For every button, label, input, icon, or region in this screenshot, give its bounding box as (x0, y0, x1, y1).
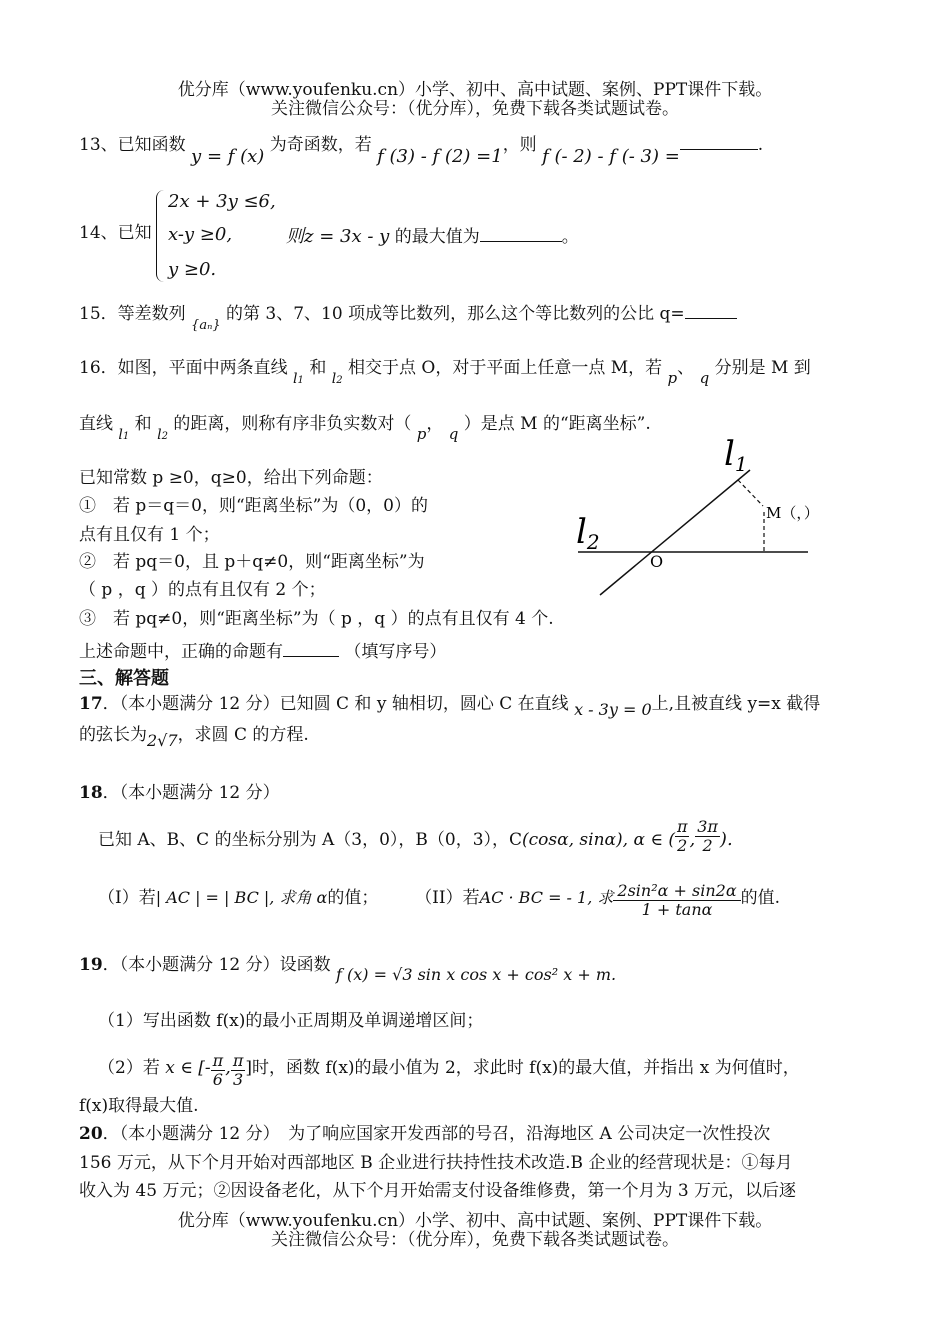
q18-part1-expr: | AC | = | BC |, 求角 α (155, 888, 328, 907)
q17-line-2 (79, 725, 309, 750)
header-line-1: 优分库（www.youfenku.cn）小学、初中、高中试题、案例、PPT课件下载。 (177, 80, 773, 100)
q17-chord-length: 2√7 (147, 731, 178, 750)
line-l1 (600, 470, 750, 595)
q16-and-2: 和 (134, 414, 152, 434)
q18-part2-label: （II）若 (415, 888, 480, 908)
q19-sub-2-label: （2）若 (98, 1058, 160, 1078)
label-l2-sub: 2 (586, 530, 600, 554)
label-l1-letter: l (724, 434, 735, 474)
q19-sub-2: （2）若 x ∈ [- $\frac{\pi}{6}$ , $\frac{\pi}{3}$ ]时，函数 f(x)的最小值为 2，求此时 f(x)的最大值，并指出 x 为何值时， (98, 1051, 800, 1089)
q18-numerator: 2sin²α + sin2α (613, 882, 740, 901)
label-l2-letter: l (576, 512, 587, 552)
q17-line-1 (79, 694, 821, 719)
q14-end: 。 (561, 227, 579, 247)
q16-text-5: 的距离，则称有序非负实数对（ (173, 414, 412, 434)
q16-answer-blank[interactable] (283, 640, 339, 657)
q18-head: ．（本小题满分 12 分） (102, 783, 280, 803)
footer-line-1: 优分库（www.youfenku.cn）小学、初中、高中试题、案例、PPT课件下载。 (177, 1211, 773, 1231)
q16-var-q-b: q (448, 425, 459, 443)
q16-var-l1 (293, 371, 304, 387)
q19-frac-pi-6 (211, 1052, 226, 1089)
q16-l2b-letter: l (157, 427, 162, 443)
label-l1 (724, 434, 748, 476)
q16-var-l1-b (118, 427, 129, 443)
q16-comma: ， (426, 414, 444, 434)
q20-text-1: ．（本小题满分 12 分） 为了响应国家开发西部的号召，沿海地区 A 公司决定一次性投次 (102, 1124, 771, 1144)
q16-text-2: 相交于点 O，对于平面上任意一点 M，若 (347, 358, 663, 378)
q17-text-4: ，求圆 C 的方程. (177, 725, 309, 745)
q13-target: f (- 2) - f (- 3) = (542, 146, 680, 167)
label-l2 (576, 512, 600, 554)
q18-close: ). (719, 829, 733, 850)
q19-frac-pi-3 (231, 1052, 246, 1089)
q17-text-2: 上,且被直线 y=x 截得 (651, 694, 821, 714)
q18-line-1: 已知 A、B、C 的坐标分别为 A（3，0），B（0，3），C(cosα, sinα), α ∈ ( $\frac{\pi}{2}$ , $\frac{3\pi}{2}$ ). (98, 817, 733, 855)
q16-l2b-sub: 2 (161, 431, 168, 442)
q19-function: f (x) = √3 sin x cos x + cos² x + m. (336, 965, 617, 984)
q16-item-2b: （ p ，q ）的点有且仅有 2 个； (79, 580, 326, 600)
q19-sub-1: （1）写出函数 f(x)的最小正周期及单调递增区间； (98, 1011, 484, 1031)
section-title: 三、解答题 (79, 668, 169, 689)
q16-l2-letter: l (331, 371, 337, 387)
q14-expression: 则z = 3x - y (286, 226, 390, 247)
q17-text-1: ．（本小题满分 12 分）已知圆 C 和 y 轴相切，圆心 C 在直线 (102, 694, 569, 714)
q20-line-2: 156 万元，从下个月开始对西部地区 B 企业进行扶持性技术改造.B 企业的经营现状是：①每月 (79, 1153, 793, 1173)
q19-frac2-bot: 3 (233, 1070, 244, 1089)
q19-head: ．（本小题满分 12 分）设函数 (102, 955, 331, 975)
q18-c-coords: (cosα, sinα), α ∈ ( (522, 830, 675, 850)
label-m: M（，） (766, 504, 819, 522)
q16-item-1a: ① 若 p＝q＝0，则“距离坐标”为（0，0）的 (79, 496, 428, 516)
q16-sep: 、 (677, 358, 695, 378)
q19-frac1-top: π (212, 1051, 224, 1070)
q18-frac-pi-2 (675, 818, 690, 855)
q14-constraint-2: x-y ≥0, (168, 224, 233, 245)
q13-number: 13、已知函数 (79, 135, 186, 155)
q16-l1-sub: 1 (297, 375, 304, 386)
q16-l2-sub: 2 (336, 375, 343, 386)
q16-given: 已知常数 p ≥0，q≥0，给出下列命题： (79, 468, 383, 488)
q13-answer-blank[interactable] (680, 133, 758, 150)
q18-frac-3pi-2 (695, 818, 720, 855)
q18-part1-end: 的值； (327, 888, 379, 908)
q19-frac2-top: π (232, 1051, 244, 1070)
q18-frac1-top: π (676, 817, 688, 836)
q13-function: y = f (x) (191, 146, 265, 167)
q16-text-3: 分别是 M 到 (714, 358, 811, 378)
q18-part1-label: （I）若 (98, 888, 156, 908)
q15-answer-blank[interactable] (685, 302, 737, 319)
q16-ask-tail: （填写序号） (344, 642, 447, 662)
q13-condition: f (3) - f (2) =1 (377, 146, 503, 167)
q13-text-2: ，则 (502, 135, 537, 155)
q17-number: 17 (79, 694, 103, 714)
label-l1-sub: 1 (734, 452, 748, 476)
q18-frac2-top: 3π (697, 817, 718, 836)
q16-figure (560, 425, 840, 600)
q13-end: . (757, 135, 764, 155)
q16-var-q: q (699, 369, 710, 387)
q14-number: 14、已知 (79, 223, 152, 243)
q20-number: 20 (79, 1124, 103, 1144)
q19-frac1-bot: 6 (212, 1070, 223, 1089)
q19-header (79, 955, 617, 984)
question-15 (79, 302, 737, 333)
q16-var-l2-b (157, 427, 168, 443)
footer-line-2: 关注微信公众号：（优分库），免费下载各类试题试卷。 (271, 1230, 679, 1250)
q19-sub-2-cont: f(x)取得最大值. (79, 1096, 199, 1116)
q16-text-6: ）是点 M 的“距离坐标”. (463, 414, 651, 434)
q19-interval-open: x ∈ [- (165, 1058, 211, 1078)
q18-header (79, 783, 280, 803)
q17-line-eq: x - 3y = 0 (574, 700, 652, 719)
q16-text-1: 16．如图，平面中两条直线 (79, 358, 288, 378)
q18-line-2 (98, 880, 780, 917)
q18-fraction (613, 882, 740, 919)
question-13 (79, 133, 764, 167)
q14-objective (286, 225, 579, 247)
q16-and-1: 和 (309, 358, 327, 378)
q15-sequence: {aₙ} (191, 318, 221, 333)
q16-var-p: p (667, 369, 678, 387)
q16-item-1b: 点有且仅有 1 个； (79, 525, 220, 545)
q16-l1b-letter: l (118, 427, 123, 443)
q14-constraint-3: y ≥0. (168, 259, 217, 280)
q14-brace (156, 190, 167, 282)
q16-item-2a: ② 若 pq＝0，且 p＋q≠0，则“距离坐标”为 (79, 552, 425, 572)
q18-denominator: 1 + tanα (641, 900, 713, 919)
q13-text-1: 为奇函数，若 (269, 135, 372, 155)
label-origin: O (650, 552, 664, 571)
q19-sub-2-text: ]时，函数 f(x)的最小值为 2，求此时 f(x)的最大值，并指出 x 为何值时， (245, 1058, 800, 1078)
q18-number: 18 (79, 783, 103, 803)
q16-ask (79, 640, 446, 662)
q16-l1b-sub: 1 (122, 431, 130, 442)
q16-l1-letter: l (293, 371, 298, 387)
q16-text-4: 直线 (79, 414, 113, 434)
q18-frac2-bot: 2 (702, 836, 713, 855)
perpendicular-to-l1 (738, 480, 763, 506)
q16-item-3: ③ 若 pq≠0，则“距离坐标”为（ p ，q ）的点有且仅有 4 个. (79, 609, 554, 629)
q18-text-1: 已知 A、B、C 的坐标分别为 A（3，0），B（0，3），C (98, 830, 523, 850)
q20-line-1 (79, 1124, 770, 1144)
q18-part2-expr: AC · BC = - 1, 求 (479, 888, 614, 907)
q14-constraint-1: 2x + 3y ≤6, (168, 191, 276, 212)
q16-ask-text: 上述命题中，正确的命题有 (79, 642, 283, 662)
q19-number: 19 (79, 955, 103, 975)
q20-line-3: 收入为 45 万元；②因设备老化，从下个月开始需支付设备维修费，第一个月为 3 万元，以后逐 (79, 1181, 797, 1201)
q16-var-p-b: p (416, 425, 427, 443)
q17-text-3: 的弦长为 (79, 725, 147, 745)
q16-var-l2 (332, 371, 343, 387)
header-line-2: 关注微信公众号：（优分库），免费下载各类试题试卷。 (271, 99, 679, 119)
q18-frac1-bot: 2 (677, 836, 688, 855)
q15-number: 15．等差数列 (79, 304, 186, 324)
q18-part2-end: 的值. (740, 888, 781, 908)
q15-text: 的第 3、7、10 项成等比数列，那么这个等比数列的公比 q= (226, 304, 685, 324)
q14-tail: 的最大值为 (394, 227, 480, 247)
q16-line-1 (79, 358, 811, 387)
q14-answer-blank[interactable] (480, 225, 562, 242)
